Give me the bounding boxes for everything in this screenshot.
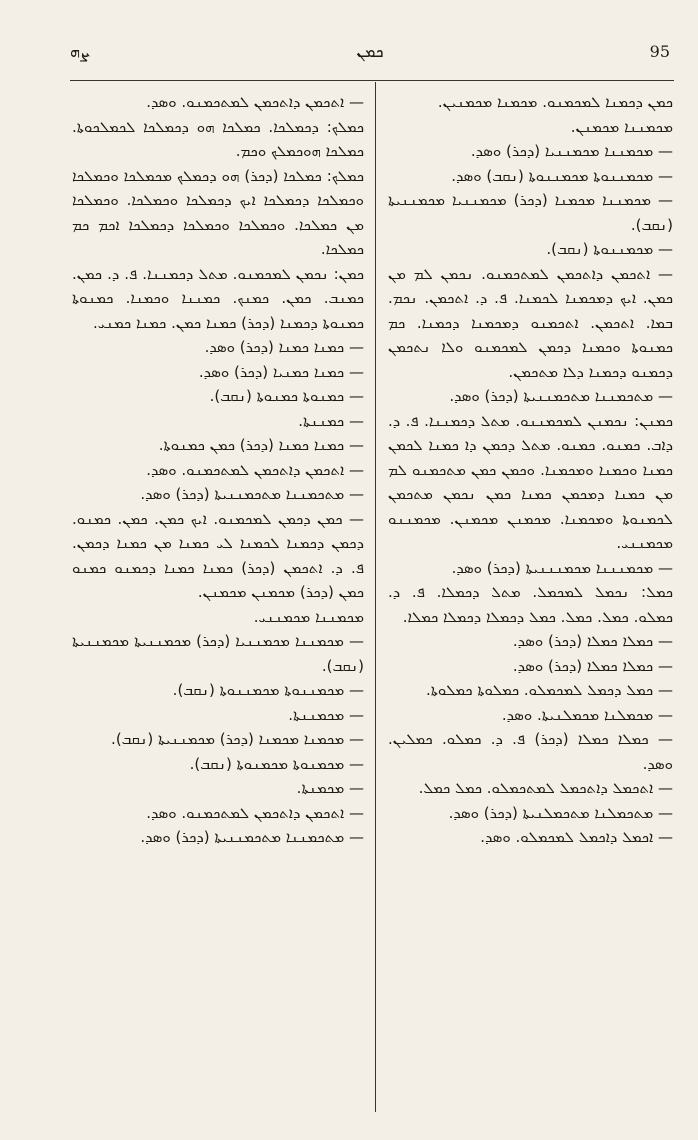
dictionary-entry: ܟܡܢ: ܢܟܡܢ ܠܡܟܡܢܘ. ܡܬܠ ܕܟܡܢܢܐ. ܦ. ܕ. ܟܡܢ. ܟܡܢܒ. ܟܡܢ. ܟܡܢܟ. ܟܡܢܢܐ ܘܟܡܢܐ. ܟܡܢܘܬܐ ܟܡܢܘܬܐ ܕܟܡܢܐ (ܕܟܪ) ܟܡܢܐ ܟܡܢ. ܟܡܢܐ ܟܡܢܝ.: [72, 264, 364, 332]
dictionary-entry: — ܡܬܟܡܢܢܐ ܡܬܟܡܢܢܝܬܐ (ܕܟܪ) ܘܣܕ.: [449, 387, 673, 405]
dictionary-entry: ܟܡܠ: ܢܟܡܠ ܠܡܟܡܠ. ܡܬܠ ܕܟܡܠܐ. ܦ. ܕ. ܟܡܠܘ. ܟܡܠ. ܟܡܠ. ܟܡܠ ܕܟܡܠܐ ܕܟܡܠܐ ܟܡܠܐ.: [388, 583, 673, 626]
dictionary-entry: ܡܟܡܢܢܐ ܡܟܡܢܢ.: [570, 117, 673, 136]
dictionary-entry: — ܟܡܠܐ ܟܡܠܐ (ܕܟܪ) ܘܣܕ.: [512, 656, 673, 675]
dictionary-entry: — ܡܟܡܢܬܐ.: [296, 779, 364, 797]
left-column: [72, 90, 364, 1100]
column-divider: [375, 82, 376, 1112]
dictionary-entry: ܟܡܠܟ: ܟܡܠܟܐ (ܕܟܪ) ܗܘ ܕܟܡܠܟ ܡܟܡܠܟܐ ܘܟܡܠܟܐ ܘܟܡܠܟܐ ܕܟܡܠܟܐ ܐܝܟ ܕܟܡܠܟܐ ܘܟܡܠܟܐ. ܘܟܡܠܟܐ ܡܢ ܟܡܠܟܐ. ܘܟܡܠܟܐ ܘܟܡܠܟܐ ܕܟܡܠܟܐ ܐܟܡ ܟܡ ܟܡܠܟܐ.: [72, 166, 364, 258]
page-number-syriac: ܨܗ: [70, 42, 89, 61]
dictionary-entry: — ܡܟܡܢܘܬܐ ܡܟܡܢܘܬܐ (ܢܩܒ).: [189, 754, 364, 773]
dictionary-entry: — ܐܬܟܡܠ ܕܐܬܟܡܠ ܠܡܬܟܡܠܘ. ܟܡܠ ܟܡܠ.: [418, 779, 673, 797]
dictionary-entry: — ܡܟܡܢܐ ܡܟܡܢܐ (ܕܟܪ) ܡܟܡܢܢܝܬܐ (ܢܩܒ).: [111, 730, 364, 748]
dictionary-entry: — ܟܡܠ ܕܟܡܠ ܠܡܟܡܠܘ. ܟܡܠܘܬܐ ܟܡܠܘܬܐ.: [425, 681, 673, 699]
dictionary-entry: ܟܡܢ ܕܟܡܢܐ ܠܡܟܡܢܘ. ܡܟܡܢܐ ܡܟܡܢܝܢ.: [437, 93, 673, 111]
dictionary-entry: — ܟܡܢܐ ܟܡܢܐ (ܕܟܪ) ܘܣܕ.: [204, 338, 364, 356]
dictionary-entry: — ܡܬܟܡܢܢܐ ܡܬܟܡܢܢܝܬܐ (ܕܟܪ) ܘܣܕ.: [140, 485, 364, 503]
dictionary-entry: — ܐܬܟܡܢ ܕܐܬܟܡܢ ܠܡܬܟܡܢܘ. ܘܣܕ.: [146, 803, 364, 822]
dictionary-entry: — ܡܬܟܡܢܢܐ ܡܬܟܡܢܢܝܬܐ (ܕܟܪ) ܘܣܕ.: [140, 828, 364, 846]
header-rule: [70, 80, 674, 81]
dictionary-entry: — ܟܡܠܐ ܟܡܠܐ (ܕܟܪ) ܘܣܕ.: [512, 632, 673, 650]
dictionary-entry: — ܡܟܡܢܢܐ ܡܟܡܢܐ (ܕܟܪ) ܡܟܡܢܢܝܐ ܡܟܡܢܢܝܬܐ (ܢܩܒ).: [388, 191, 673, 234]
right-column: [388, 90, 673, 1100]
dictionary-entry: — ܐܬܟܡܢ ܕܐܬܟܡܢ ܠܡܬܟܡܢܘ. ܘܣܕ.: [146, 93, 364, 111]
dictionary-entry: — ܟܡܢܘܬܐ ܟܡܢܘܬܐ (ܢܩܒ).: [209, 387, 364, 405]
dictionary-entry: — ܟܡܢܐ ܟܡܢܐ (ܕܟܪ) ܟܡܢ ܟܡܢܘܬܐ.: [158, 436, 364, 454]
dictionary-entry: ܡܟܡܢܢܐ ܡܟܡܢܢܝ.: [253, 607, 364, 626]
dictionary-entry: — ܡܟܡܢܢܘܬܐ ܡܟܡܢܢܘܬܐ (ܢܩܒ).: [172, 681, 364, 699]
dictionary-entry: — ܡܟܡܠܢܐ ܡܟܡܠܢܝܬܐ. ܘܣܕ.: [501, 705, 673, 724]
dictionary-entry: — ܡܟܡܢܢܬܐ.: [288, 705, 364, 724]
dictionary-entry: — ܡܟܡܢܢܢܐ ܡܟܡܢܢܢܝܬܐ (ܕܟܪ) ܘܣܕ.: [451, 558, 673, 577]
dictionary-entry: — ܟܡܠܐ ܟܡܠܐ (ܕܟܪ) ܦ. ܕ. ܟܡܠܘ. ܟܡܠܝܢ. ܘܣܕ.: [388, 730, 673, 773]
dictionary-entry: — ܡܟܡܢܢܘܬܐ (ܢܩܒ).: [546, 240, 673, 258]
dictionary-entry: — ܟܡܢܐ ܟܡܢܝܐ (ܕܟܪ) ܘܣܕ.: [198, 362, 364, 381]
page-header: [70, 40, 670, 70]
dictionary-entry: — ܐܬܟܡܢ ܕܐܬܟܡܢ ܠܡܬܟܡܢܘ. ܢܟܡܢ ܠܡ ܡܢ ܟܡܢ. ܐܝܟ ܕܡܟܡܢܐ ܠܟܡܢܐ. ܦ. ܕ. ܐܬܟܡܢ. ܢܟܡ. ܒܡܐ. ܐܬܟܡܢ. ܐܬܟܡܢܘ ܕܡܟܡܢܐ ܕܟܡܢܐ. ܟܡ ܟܡܢܘܬܐ ܘܟܡܢܐ ܕܟܡܢ ܠܡܟܡܢܘ ܘܠܐ ܢܬܟܡܢ ܕܟܡܢܘ ܕܟܡܢܐ ܕܠܐ ܡܬܟܡܢ.: [388, 264, 673, 381]
dictionary-entry: — ܡܟܡܢܢܐ ܡܟܡܢܢܝܐ (ܕܟܪ) ܘܣܕ.: [470, 142, 673, 160]
dictionary-entry: — ܡܟܡܢܢܘܬܐ ܡܟܡܢܢܘܬܐ (ܢܩܒ) ܘܣܕ.: [451, 166, 673, 185]
running-head: ܟܡܢ: [356, 42, 384, 61]
dictionary-entry: ܟܡܢܢ: ܢܟܡܢܢ ܠܡܟܡܢܢܘ. ܡܬܠ ܕܟܡܢܢܐ. ܦ. ܕ. ܕܐܒ. ܟܡܢܘ. ܟܡܢܘ. ܡܬܠ ܕܟܡܢ ܕܐ ܟܡܢܐ ܠܟܡܢ ܟܡܢܐ ܘܟܡܢܐ ܘܡܟܡܢܐ. ܘܟܡܢ ܟܡܢ ܡܬܟܡܢܘ ܠܡ ܡܢ ܟܡܢܐ ܕܡܟܡܢ ܟܡܢܐ ܟܡܢ ܢܟܡܢ ܡܬܟܡܢ ܠܟܡܢܘܬܐ ܘܡܟܡܢܐ. ܡܟܡܢܢ ܡܟܡܢܢ. ܡܟܡܢܢܘ ܡܟܡܢܢܝ.: [388, 411, 673, 552]
page-number: 95: [649, 42, 670, 61]
dictionary-entry: — ܐܬܟܡܢ ܕܐܬܟܡܢ ܠܡܬܟܡܢܘ. ܘܣܕ.: [146, 460, 364, 479]
dictionary-entry: — ܐܟܡܠ ܕܐܟܡܠ ܠܡܟܡܠܘ. ܘܣܕ.: [480, 828, 673, 846]
dictionary-entry: — ܡܟܡܢܢܐ ܡܟܡܢܢܝܐ (ܕܟܪ) ܡܟܡܢܢܝܬܐ ܡܟܡܢܢܝܬܐ (ܢܩܒ).: [72, 632, 364, 675]
dictionary-entry: — ܟܡܢ ܕܟܡܢ ܠܡܟܡܢܘ. ܐܝܟ ܟܡܢ. ܟܡܢ. ܟܡܢܘ. ܕܟܡܢ ܕܟܡܢܐ ܠܟܡܢܐ ܠܝ ܟܡܢܐ ܡܢ ܟܡܢܐ ܕܟܡܢ. ܦ. ܕ. ܐܬܟܡܢ (ܕܟܪ) ܟܡܢܐ ܟܡܢܐ ܕܟܡܢܘ ܟܡܢܘ ܟܡܢ (ܕܟܪ) ܡܟܡܢܢ ܡܟܡܢܢ.: [72, 509, 364, 601]
dictionary-entry: — ܟܡܢܢܬܐ.: [298, 411, 364, 430]
dictionary-entry: — ܡܬܟܡܠܢܐ ܡܬܟܡܠܢܝܬܐ (ܕܟܪ) ܘܣܕ.: [448, 803, 673, 822]
dictionary-entry: ܟܡܠܟ: ܕܟܡܠܟܐ. ܟܡܠܟܐ ܗܘ ܕܟܡܠܟܐ ܠܟܡܠܟܘܬܐ. ܟܡܠܟܐ ܗܘܟܡܠܟ ܘܟܡ.: [72, 117, 364, 160]
